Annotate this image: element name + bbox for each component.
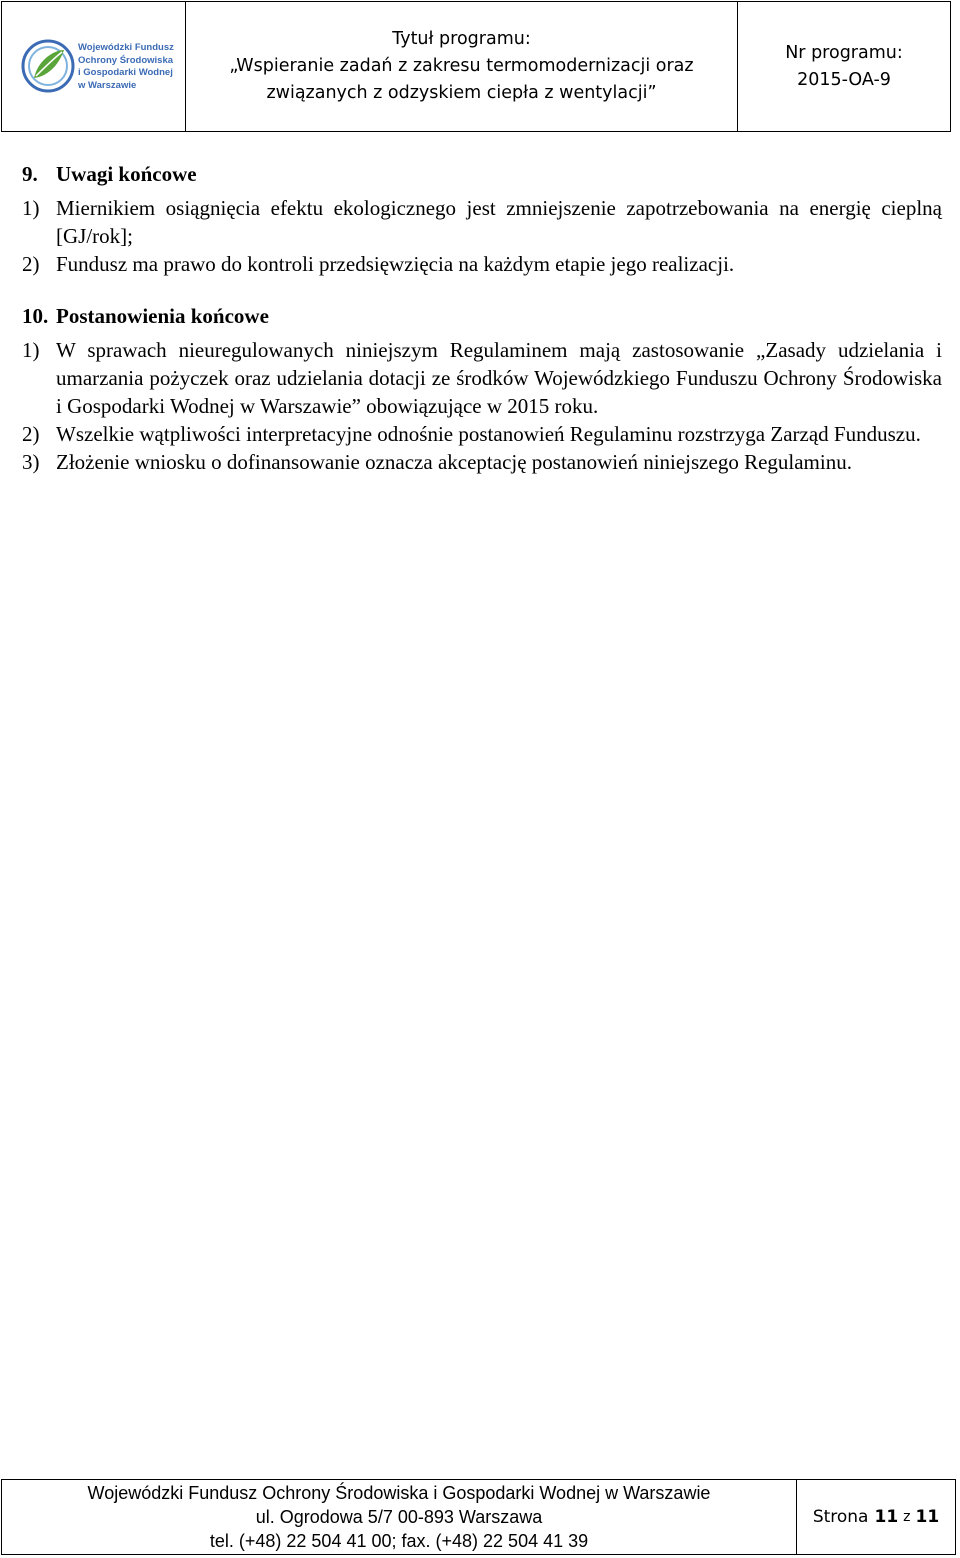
document-body — [22, 160, 942, 476]
page-current: 11 — [874, 1507, 899, 1527]
section-title: Uwagi końcowe — [56, 162, 197, 186]
footer-street: ul. Ogrodowa 5/7 00-893 Warszawa — [255, 1507, 543, 1527]
program-title-line-2: związanych z odzyskiem ciepła z wentylacji” — [266, 83, 657, 103]
list-item-text: Wszelkie wątpliwości interpretacyjne odnośnie postanowień Regulaminu rozstrzyga Zarząd Funduszu. — [56, 422, 921, 446]
logo-line: Ochrony Środowiska — [78, 54, 174, 66]
list-item-number: 1) — [22, 196, 40, 220]
wfosigw-logo-icon — [20, 38, 76, 94]
list-item-text: Miernikiem osiągnięcia efektu ekologicznego jest zmniejszenie zapotrzebowania na energię cieplną [GJ/rok]; — [56, 196, 942, 248]
list-item-text: Złożenie wniosku o dofinansowanie oznacza akceptację postanowień niniejszego Regulaminu. — [56, 450, 852, 474]
list-item — [22, 336, 942, 420]
document-header — [1, 1, 951, 132]
list-item-text: W sprawach nieuregulowanych niniejszym Regulaminem mają zastosowanie „Zasady udzielania i umarzania pożyczek oraz udzielania dotacji ze środków Wojewódzkiego Funduszu Ochrony Środowiska i Gospodarki Wodnej w Warszawie” obowiązujące w 2015 roku. — [56, 338, 942, 418]
list-item — [22, 194, 942, 250]
header-program-title — [186, 2, 738, 131]
program-title-label: Tytuł programu: — [392, 29, 531, 49]
footer-organization: Wojewódzki Fundusz Ochrony Środowiska i Gospodarki Wodnej w Warszawie — [87, 1483, 711, 1503]
section-title: Postanowienia końcowe — [56, 304, 269, 328]
header-logo-cell — [2, 2, 186, 131]
list-item — [22, 448, 942, 476]
list-item-number: 2) — [22, 252, 40, 276]
list-item-number: 3) — [22, 450, 40, 474]
list-item-number: 1) — [22, 338, 40, 362]
section-heading-9 — [22, 160, 942, 188]
page-separator: z — [903, 1509, 911, 1525]
section-number: 10. — [22, 304, 49, 328]
list-item-number: 2) — [22, 422, 40, 446]
program-number-value: 2015-OA-9 — [797, 69, 891, 90]
list-item — [22, 420, 942, 448]
section-number: 9. — [22, 162, 38, 186]
logo-line: Wojewódzki Fundusz — [78, 42, 174, 53]
list-item — [22, 250, 942, 278]
list-item-text: Fundusz ma prawo do kontroli przedsięwzięcia na każdym etapie jego realizacji. — [56, 252, 735, 276]
section-heading-10 — [22, 302, 942, 330]
document-footer — [1, 1479, 956, 1555]
page-total: 11 — [915, 1507, 940, 1527]
footer-address — [2, 1480, 797, 1554]
program-number-label: Nr programu: — [785, 42, 903, 63]
logo-line: w Warszawie — [78, 79, 137, 91]
page-label: Strona — [812, 1507, 869, 1527]
page-number — [797, 1480, 955, 1554]
header-program-number — [738, 2, 950, 131]
logo-wordmark — [78, 42, 184, 92]
logo-line: i Gospodarki Wodnej — [78, 67, 173, 78]
program-title-line-1: „Wspieranie zadań z zakresu termomodernizacji oraz — [229, 56, 694, 76]
footer-phone: tel. (+48) 22 504 41 00; fax. (+48) 22 504 41 39 — [209, 1531, 589, 1551]
